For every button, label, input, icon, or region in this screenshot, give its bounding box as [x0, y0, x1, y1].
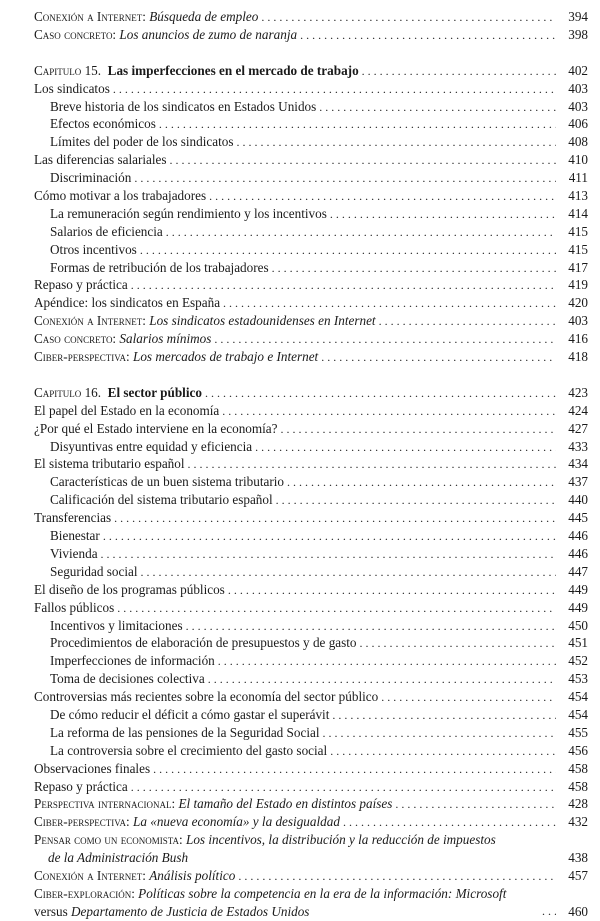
- section-entry[interactable]: [34, 80, 588, 98]
- special-prefix: Pensar como un economista:: [34, 832, 183, 848]
- subsection-entry[interactable]: [34, 438, 588, 456]
- page-number: 410: [568, 152, 588, 168]
- dot-leader: [255, 439, 556, 457]
- subsection-entry[interactable]: [34, 241, 588, 259]
- dot-leader: [209, 188, 556, 206]
- entry-text: [34, 294, 223, 312]
- page-number: 454: [568, 689, 588, 705]
- entry-label: Incentivos y limitaciones: [50, 617, 183, 633]
- page-number: 438: [568, 850, 588, 866]
- entry-label: La reforma de las pensiones de la Seguridad Social: [50, 724, 320, 740]
- special-prefix: Conexión a Internet:: [34, 9, 146, 24]
- entry-text: [34, 455, 188, 473]
- entry-label: Cómo motivar a los trabajadores: [34, 188, 207, 204]
- entry-label: Los sindicatos: [34, 80, 110, 96]
- page-number: 420: [568, 295, 588, 311]
- entry-label: Imperfecciones de información: [50, 653, 215, 669]
- special-prefix: Conexión a Internet:: [34, 867, 146, 883]
- dot-leader: [188, 456, 556, 474]
- entry-text-line2: [34, 903, 542, 921]
- entry-text: [50, 115, 159, 133]
- entry-label: Efectos económicos: [50, 116, 156, 132]
- dot-leader: [261, 9, 556, 27]
- page-number: 458: [568, 778, 588, 794]
- page-number: 406: [568, 116, 588, 132]
- dot-leader: [140, 242, 556, 260]
- page-number: 417: [568, 259, 588, 275]
- special-prefix: Ciber-perspectiva:: [34, 349, 130, 365]
- special-title: Salarios mínimos: [119, 331, 212, 347]
- entry-label: Salarios de eficiencia: [50, 223, 163, 239]
- entry-text: [34, 420, 281, 438]
- dot-leader: [101, 546, 556, 564]
- entry-label: Formas de retribución de los trabajadores: [50, 259, 269, 275]
- dot-leader: [330, 206, 556, 224]
- dot-leader: [332, 707, 556, 725]
- section-entry[interactable]: [34, 402, 588, 420]
- entry-text: [34, 276, 131, 294]
- special-prefix: Ciber-exploración:: [34, 885, 135, 901]
- section-entry[interactable]: [34, 581, 588, 599]
- chapter-title: El sector público: [107, 384, 202, 400]
- dot-leader: [276, 492, 556, 510]
- entry-label: Calificación del sistema tributario español: [50, 492, 273, 508]
- entry-label: Repaso y práctica: [34, 277, 128, 293]
- subsection-entry[interactable]: [34, 491, 588, 509]
- entry-text: [34, 509, 114, 527]
- entry-text: [34, 813, 343, 831]
- subsection-entry[interactable]: [34, 115, 588, 133]
- page-number: 416: [568, 331, 588, 347]
- entry-label: Fallos públicos: [34, 599, 115, 615]
- subsection-entry[interactable]: [34, 742, 588, 760]
- subsection-entry[interactable]: [34, 223, 588, 241]
- entry-text: [50, 205, 330, 223]
- dot-leader: [238, 868, 556, 886]
- page-number: 427: [568, 420, 588, 436]
- dot-leader: [141, 564, 556, 582]
- entry-text: [34, 778, 131, 796]
- entry-label: Vivienda: [50, 545, 98, 561]
- dot-leader: [153, 761, 556, 779]
- page-number: 433: [568, 438, 588, 454]
- entry-text: [50, 670, 208, 688]
- special-entry[interactable]: [34, 330, 588, 348]
- entry-label: La remuneración según rendimiento y los incentivos: [50, 205, 327, 221]
- special-entry[interactable]: [34, 813, 588, 831]
- page-number: 419: [568, 277, 588, 293]
- subsection-entry[interactable]: [34, 527, 588, 545]
- dot-leader: [131, 779, 556, 797]
- page-number: 411: [568, 170, 588, 186]
- section-entry[interactable]: [34, 509, 588, 527]
- special-title: El tamaño del Estado en distintos países: [178, 796, 393, 812]
- entry-text: [50, 491, 276, 509]
- subsection-entry[interactable]: [34, 617, 588, 635]
- section-entry[interactable]: [34, 688, 588, 706]
- entry-text: [50, 133, 237, 151]
- section-gap: [34, 366, 588, 384]
- subsection-entry[interactable]: [34, 98, 588, 116]
- entry-label: Disyuntivas entre equidad y eficiencia: [50, 438, 253, 454]
- entry-label: Controversias más recientes sobre la economía del sector público: [34, 689, 379, 705]
- page-number: 394: [568, 9, 588, 24]
- entry-label: Bienestar: [50, 528, 100, 544]
- entry-label: La controversia sobre el crecimiento del gasto social: [50, 742, 328, 758]
- dot-leader: [360, 635, 556, 653]
- page-number: 456: [568, 742, 588, 758]
- entry-text: [34, 151, 170, 169]
- entry-label: El sistema tributario español: [34, 456, 185, 472]
- dot-leader: [170, 152, 556, 170]
- dot-leader: [114, 510, 556, 528]
- dot-leader: [343, 814, 556, 832]
- dot-leader: [281, 421, 556, 439]
- dot-leader: [166, 224, 556, 242]
- dot-leader: [117, 600, 556, 618]
- page-number: 458: [568, 760, 588, 776]
- dot-leader: [214, 331, 556, 349]
- special-title-line1: Políticas sobre la competencia en la era de la información: Microsoft: [138, 885, 507, 901]
- entry-text: [34, 312, 379, 330]
- page-number: 423: [568, 384, 588, 400]
- special-prefix: Caso concreto:: [34, 26, 117, 42]
- entry-text: [50, 473, 287, 491]
- page-number: 451: [568, 635, 588, 651]
- page-number: 418: [568, 349, 588, 365]
- chapter-label: Capitulo 15.: [34, 62, 102, 78]
- entry-text-line2: [34, 849, 556, 867]
- entry-text: [34, 187, 209, 205]
- page-number: 424: [568, 402, 588, 418]
- section-entry[interactable]: [34, 151, 588, 169]
- entry-text: [50, 527, 103, 545]
- dot-leader: [362, 63, 556, 81]
- special-prefix: Caso concreto:: [34, 331, 117, 347]
- dot-leader: [381, 689, 556, 707]
- entry-label: Seguridad social: [50, 563, 138, 579]
- dot-leader: [159, 116, 556, 134]
- page-number: 402: [568, 62, 588, 78]
- section-entry[interactable]: [34, 455, 588, 473]
- section-entry[interactable]: [34, 760, 588, 778]
- section-entry[interactable]: [34, 778, 588, 796]
- entry-label: ¿Por qué el Estado interviene en la economía?: [34, 420, 278, 436]
- special-title: Los mercados de trabajo e Internet: [133, 349, 319, 365]
- dot-leader: [208, 671, 556, 689]
- page-number: 455: [568, 724, 588, 740]
- entry-text: [34, 885, 542, 903]
- section-entry[interactable]: [34, 276, 588, 294]
- page-number: 434: [568, 456, 588, 472]
- entry-text: [34, 688, 381, 706]
- entry-label: Repaso y práctica: [34, 778, 128, 794]
- page-number: 445: [568, 510, 588, 526]
- entry-text: [34, 8, 261, 26]
- page-number: 414: [568, 205, 588, 221]
- subsection-entry[interactable]: [34, 473, 588, 491]
- special-entry[interactable]: [34, 26, 588, 44]
- special-prefix: Ciber-perspectiva:: [34, 814, 130, 830]
- dot-leader: [319, 99, 556, 117]
- page-number: 454: [568, 706, 588, 722]
- entry-text: [34, 26, 300, 44]
- page-number: 447: [568, 563, 588, 579]
- special-entry-multiline[interactable]: [34, 831, 588, 867]
- special-entry[interactable]: [34, 348, 588, 366]
- entry-text: [34, 62, 362, 80]
- entry-label: Características de un buen sistema tributario: [50, 474, 285, 490]
- special-prefix: Perspectiva internacional:: [34, 796, 176, 812]
- page-number: 403: [568, 98, 588, 114]
- entry-label: Toma de decisiones colectiva: [50, 671, 205, 687]
- section-entry[interactable]: [34, 420, 588, 438]
- entry-label: De cómo reducir el déficit a cómo gastar el superávit: [50, 706, 330, 722]
- dot-leader: [228, 582, 556, 600]
- entry-text: [50, 724, 323, 742]
- section-gap: [34, 44, 588, 62]
- page-number: 452: [568, 653, 588, 669]
- page-number: 460: [568, 903, 588, 919]
- page-number: 408: [568, 134, 588, 150]
- entry-label: El papel del Estado en la economía: [34, 402, 220, 418]
- special-prefix: Conexión a Internet:: [34, 313, 146, 329]
- subsection-entry[interactable]: [34, 706, 588, 724]
- entry-text: [50, 223, 166, 241]
- page-number: 403: [568, 80, 588, 96]
- page-number: 449: [568, 581, 588, 597]
- entry-text: [34, 599, 117, 617]
- entry-text: [34, 581, 228, 599]
- subsection-entry[interactable]: [34, 670, 588, 688]
- dot-leader: [330, 743, 556, 761]
- page-number: 432: [568, 814, 588, 830]
- entry-text: [50, 742, 330, 760]
- dot-leader: [131, 277, 556, 295]
- entry-label: Apéndice: los sindicatos en España: [34, 295, 221, 311]
- dot-leader: [205, 385, 556, 403]
- special-title: Búsqueda de empleo: [149, 9, 259, 24]
- entry-text: [34, 80, 113, 98]
- special-entry[interactable]: [34, 795, 588, 813]
- entry-text: [34, 831, 542, 849]
- entry-label: Transferencias: [34, 510, 112, 526]
- dot-leader: [186, 618, 556, 636]
- subsection-entry[interactable]: [34, 205, 588, 223]
- dot-leader: [237, 134, 557, 152]
- special-title: Los anuncios de zumo de naranja: [119, 26, 298, 42]
- entry-text: [34, 402, 222, 420]
- special-title-line1: Los incentivos, la distribución y la reducción de impuestos: [185, 832, 496, 848]
- special-title-line2: Departamento de Justicia de Estados Unidos: [71, 903, 310, 919]
- entry-text: [34, 760, 153, 778]
- special-connector: versus: [34, 903, 68, 919]
- special-title-line2: de la Administración Bush: [48, 850, 189, 866]
- page-number: 415: [568, 241, 588, 257]
- subsection-entry[interactable]: [34, 545, 588, 563]
- special-entry-multiline[interactable]: [34, 885, 588, 921]
- dot-leader: [300, 27, 556, 45]
- entry-text: [50, 98, 319, 116]
- subsection-entry[interactable]: [34, 634, 588, 652]
- entry-label: Otros incentivos: [50, 241, 137, 257]
- entry-text: [34, 867, 238, 885]
- subsection-entry[interactable]: [34, 169, 588, 187]
- dot-leader: [134, 170, 556, 188]
- entry-text: [50, 634, 360, 652]
- chapter-heading[interactable]: [34, 384, 588, 402]
- entry-text: [34, 384, 205, 402]
- entry-label: Breve historia de los sindicatos en Estados Unidos: [50, 98, 317, 114]
- section-entry[interactable]: [34, 599, 588, 617]
- dot-leader: [218, 653, 556, 671]
- entry-label: El diseño de los programas públicos: [34, 581, 225, 597]
- page-number: 450: [568, 617, 588, 633]
- page-number: 457: [568, 867, 588, 883]
- subsection-entry[interactable]: [34, 259, 588, 277]
- dot-leader: [113, 81, 556, 99]
- entry-text: [50, 545, 101, 563]
- dot-leader: [542, 903, 556, 921]
- table-of-contents: [34, 8, 588, 921]
- page-number: 449: [568, 599, 588, 615]
- entry-text: [50, 259, 272, 277]
- entry-label: Las diferencias salariales: [34, 152, 167, 168]
- entry-text: [50, 241, 140, 259]
- subsection-entry[interactable]: [34, 563, 588, 581]
- special-entry[interactable]: [34, 867, 588, 885]
- dot-leader: [379, 313, 556, 331]
- special-title: La «nueva economía» y la desigualdad: [133, 814, 340, 830]
- special-entry[interactable]: [34, 312, 588, 330]
- entry-text: [50, 652, 218, 670]
- dot-leader: [321, 349, 556, 367]
- page-number: 415: [568, 223, 588, 239]
- special-title: Los sindicatos estadounidenses en Internet: [149, 313, 376, 329]
- page-number: 446: [568, 545, 588, 561]
- dot-leader: [272, 260, 556, 278]
- entry-label: Observaciones finales: [34, 760, 151, 776]
- entry-text: [50, 563, 141, 581]
- dot-leader: [103, 528, 556, 546]
- entry-text: [34, 330, 214, 348]
- page-number: 440: [568, 492, 588, 508]
- entry-label: Procedimientos de elaboración de presupuestos y de gasto: [50, 635, 357, 651]
- page-number: 413: [568, 188, 588, 204]
- entry-text: [50, 706, 332, 724]
- page-number: 428: [568, 796, 588, 812]
- dot-leader: [323, 725, 556, 743]
- entry-text: [34, 795, 395, 813]
- page-number: 398: [568, 26, 588, 42]
- subsection-entry[interactable]: [34, 133, 588, 151]
- dot-leader: [287, 474, 556, 492]
- entry-label: Discriminación: [50, 170, 132, 186]
- page-number: 453: [568, 671, 588, 687]
- chapter-heading[interactable]: [34, 62, 588, 80]
- special-title: Análisis político: [149, 867, 236, 883]
- special-entry[interactable]: [34, 8, 588, 26]
- page-number: 446: [568, 528, 588, 544]
- chapter-label: Capitulo 16.: [34, 384, 102, 400]
- subsection-entry[interactable]: [34, 724, 588, 742]
- entry-text: [50, 169, 134, 187]
- dot-leader: [223, 295, 556, 313]
- dot-leader: [222, 403, 556, 421]
- page-number: 403: [568, 313, 588, 329]
- section-entry[interactable]: [34, 294, 588, 312]
- dot-leader: [395, 796, 556, 814]
- section-entry[interactable]: [34, 187, 588, 205]
- entry-text: [34, 348, 321, 366]
- entry-text: [50, 438, 255, 456]
- chapter-title: Las imperfecciones en el mercado de trabajo: [107, 62, 359, 78]
- entry-text: [50, 617, 186, 635]
- page-number: 437: [568, 474, 588, 490]
- subsection-entry[interactable]: [34, 652, 588, 670]
- entry-label: Límites del poder de los sindicatos: [50, 134, 234, 150]
